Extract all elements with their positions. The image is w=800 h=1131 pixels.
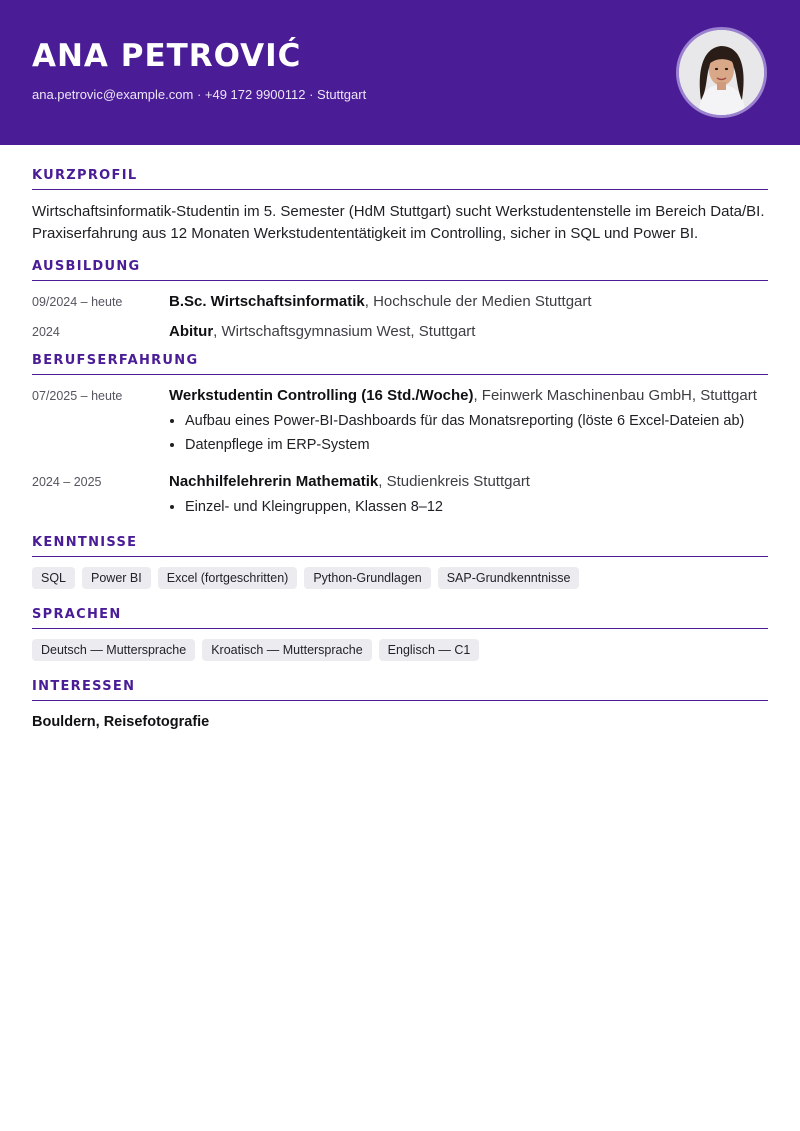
bullet-item: • Aufbau eines Power-BI-Dashboards für das Monatsreporting (löste 6 Excel-Dateien ab) [185, 412, 768, 431]
skill-tags [32, 567, 768, 589]
section-interests [32, 679, 768, 730]
language-tag: Kroatisch — Muttersprache [202, 639, 371, 661]
entry-employer: , Feinwerk Maschinenbau GmbH, Stuttgart [473, 387, 757, 404]
candidate-name: ANA PETROVIĆ [32, 38, 302, 74]
contact-line: ana.petrovic@example.com · +49 172 9900112 · Stuttgart [32, 87, 367, 102]
section-languages [32, 607, 768, 661]
interests-text: Bouldern, Reisefotografie [32, 714, 210, 730]
experience-entry [32, 473, 768, 522]
bullet-item: • Einzel- und Kleingruppen, Klassen 8–12 [185, 498, 768, 517]
education-entry [32, 323, 768, 340]
skill-tag: Excel (fortgeschritten) [158, 567, 298, 589]
entry-title: Nachhilfelehrerin Mathematik [169, 473, 379, 490]
language-tag: Deutsch — Muttersprache [32, 639, 195, 661]
portrait-illustration [679, 30, 764, 115]
experience-entry [32, 387, 768, 460]
bullet-list [169, 498, 768, 517]
section-experience [32, 353, 768, 522]
language-tag: Englisch — C1 [379, 639, 480, 661]
section-profile [32, 168, 768, 245]
section-title-interests: INTERESSEN [32, 679, 768, 701]
entry-employer: , Studienkreis Stuttgart [378, 473, 530, 490]
section-title-languages: SPRACHEN [32, 607, 768, 629]
section-title-experience: BERUFSERFAHRUNG [32, 353, 768, 375]
language-tags [32, 639, 768, 661]
education-entry [32, 293, 768, 310]
entry-date: 09/2024 – heute [32, 295, 123, 309]
resume-body [32, 168, 768, 730]
bullet-item: • Datenpflege im ERP-System [185, 436, 768, 455]
entry-title: Abitur [169, 323, 214, 340]
skill-tag: SAP-Grundkenntnisse [438, 567, 580, 589]
entry-title: Werkstudentin Controlling (16 Std./Woche) [169, 387, 474, 404]
entry-title: B.Sc. Wirtschaftsinformatik [169, 293, 365, 310]
entry-institution: , Hochschule der Medien Stuttgart [364, 293, 592, 310]
skill-tag: SQL [32, 567, 75, 589]
bullet-list [169, 412, 768, 455]
section-skills [32, 535, 768, 589]
profile-summary: Wirtschaftsinformatik-Studentin im 5. Semester (HdM Stuttgart) sucht Werkstudentenstelle im Bereich Data/BI. Praxiserfahrung aus 12 Monaten Werkstudententätigkeit im Controlling, sicher in SQL und Power BI. [32, 203, 765, 242]
resume-header [0, 0, 800, 145]
profile-photo [676, 27, 767, 118]
entry-date: 07/2025 – heute [32, 389, 123, 403]
section-education [32, 259, 768, 340]
entry-date: 2024 [32, 325, 60, 339]
skill-tag: Power BI [82, 567, 151, 589]
skill-tag: Python-Grundlagen [304, 567, 430, 589]
section-title-skills: KENNTNISSE [32, 535, 768, 557]
section-title-profile: KURZPROFIL [32, 168, 768, 190]
entry-date: 2024 – 2025 [32, 475, 102, 489]
section-title-education: AUSBILDUNG [32, 259, 768, 281]
entry-institution: , Wirtschaftsgymnasium West, Stuttgart [213, 323, 476, 340]
